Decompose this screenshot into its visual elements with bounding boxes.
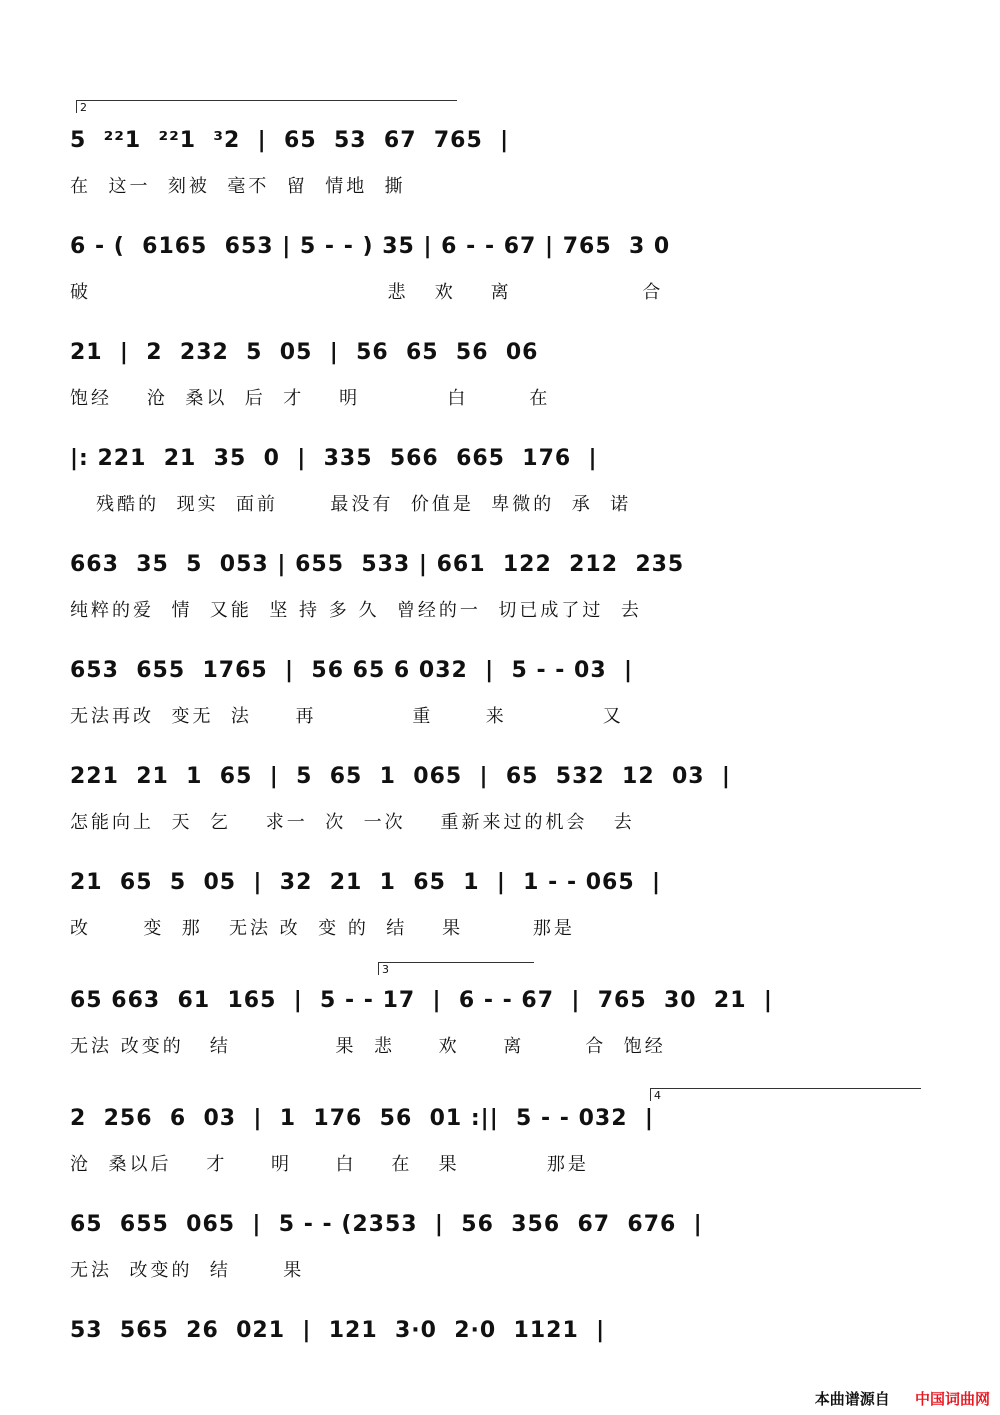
lyrics-row: 残酷的 现实 面前 最没有 价值是 卑微的 承 诺: [70, 494, 632, 515]
notation-row: |: 221 21 35 0 | 335 566 665 176 |: [70, 446, 598, 471]
lyrics-row: 无法再改 变无 法 再 重 来 又: [70, 706, 624, 727]
footer-source-text: 本曲谱源自: [814, 1390, 890, 1408]
footer-credit: [815, 1388, 990, 1409]
lyrics-row: 沧 桑以后 才 明 白 在 果 那是: [70, 1154, 589, 1175]
lyrics-row: 纯粹的爱 情 又能 坚 持 多 久 曾经的一 切已成了过 去: [70, 600, 642, 621]
notation-row: 53 565 26 021 | 121 3·0 2·0 1121 |: [70, 1318, 606, 1343]
notation-row: 5 ²²1 ²²1 ³2 | 65 53 67 765 |: [70, 128, 510, 153]
notation-row: 221 21 1 65 | 5 65 1 065 | 65 532 12 03 |: [70, 764, 731, 789]
notation-row: 663 35 5 053 | 655 533 | 661 122 212 235: [70, 552, 685, 577]
notation-row: 2 256 6 03 | 1 176 56 01 :|| 5 - - 032 |: [70, 1106, 654, 1131]
notation-row: 6 - ( 6165 653 | 5 - - ) 35 | 6 - - 67 | 765 3 0: [70, 234, 671, 259]
notation-row: 21 65 5 05 | 32 21 1 65 1 | 1 - - 065 |: [70, 870, 662, 895]
notation-row: 653 655 1765 | 56 65 6 032 | 5 - - 03 |: [70, 658, 634, 683]
lyrics-row: 在 这一 刻被 毫不 留 情地 撕: [70, 176, 406, 197]
notation-row: 65 663 61 165 | 5 - - 17 | 6 - - 67 | 765 30 21 |: [70, 988, 773, 1013]
lyrics-row: 怎能向上 天 乞 求一 次 一次 重新来过的机会 去: [70, 812, 635, 833]
lyrics-row: 改 变 那 无法 改 变 的 结 果 那是: [70, 918, 575, 939]
volta-2: 2: [76, 100, 457, 113]
volta-3: 3: [378, 962, 534, 975]
lyrics-row: 饱经 沧 桑以 后 才 明 白 在: [70, 388, 551, 409]
lyrics-row: 无法 改变的 结 果: [70, 1260, 305, 1281]
footer-site-link[interactable]: 中国词曲网: [914, 1390, 990, 1408]
notation-row: 65 655 065 | 5 - - (2353 | 56 356 67 676 |: [70, 1212, 703, 1237]
lyrics-row: 无法 改变的 结 果 悲 欢 离 合 饱经: [70, 1036, 666, 1057]
notation-row: 21 | 2 232 5 05 | 56 65 56 06: [70, 340, 539, 365]
lyrics-row: 破 悲 欢 离 合: [70, 282, 664, 303]
volta-4: 4: [650, 1088, 921, 1101]
